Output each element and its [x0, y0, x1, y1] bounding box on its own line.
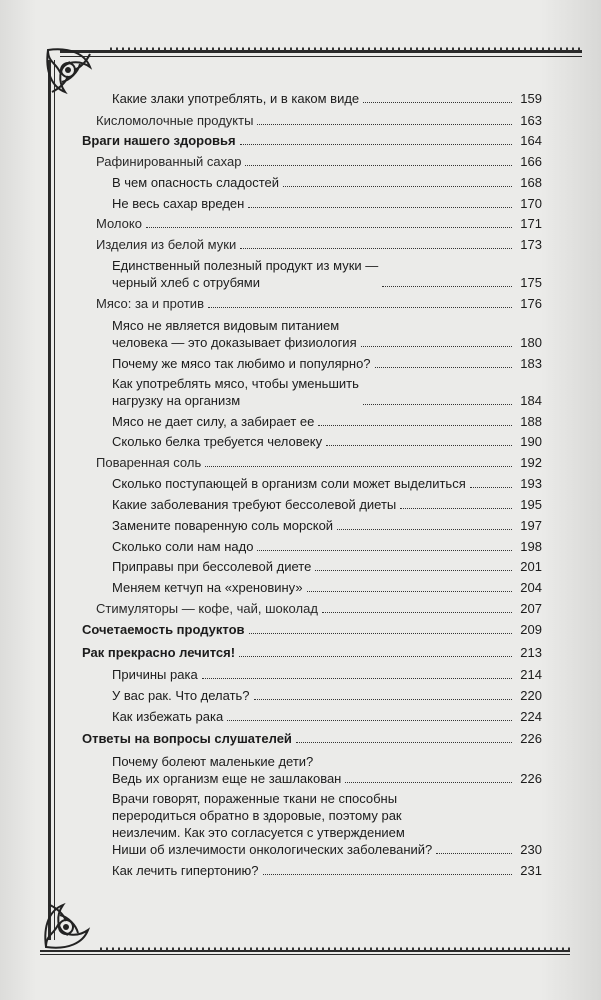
toc-entry-title: Кисломолочные продукты	[96, 113, 254, 128]
toc-page-number: 173	[520, 237, 542, 252]
dot-leader	[240, 144, 512, 145]
dot-leader	[326, 445, 512, 446]
toc-chapter[interactable]	[82, 132, 542, 149]
toc-page-number: 171	[520, 216, 542, 231]
toc-entry-title: Врачи говорят, пораженные ткани не способны переродиться обратно в здоровые, поэтому рак неизлечим. Как это согласуется с утверждением Ниши об излечимости онкологических заболеваний?	[112, 791, 433, 857]
dot-leader	[318, 425, 512, 426]
toc-page-number: 207	[520, 601, 542, 616]
toc-chapter[interactable]	[82, 621, 542, 638]
toc-entry-title: Причины рака	[112, 667, 198, 682]
toc-subsection[interactable]	[82, 558, 542, 575]
toc-subsection[interactable]	[82, 862, 542, 879]
toc-entry-title: Как употреблять мясо, чтобы уменьшить нагрузку на организм	[112, 376, 359, 408]
dot-leader	[208, 307, 512, 308]
toc-subsection[interactable]	[82, 753, 542, 787]
toc-entry-title: Почему же мясо так любимо и популярно?	[112, 356, 371, 371]
toc-entry-title: Замените поваренную соль морской	[112, 518, 334, 533]
toc-entry-title: Не весь сахар вреден	[112, 196, 245, 211]
dot-leader	[337, 529, 512, 530]
table-of-contents	[82, 86, 542, 879]
dot-leader	[400, 508, 512, 509]
toc-entry-title: Поваренная соль	[96, 455, 202, 470]
toc-entry-title: Меняем кетчуп на «хреновину»	[112, 580, 303, 595]
toc-page-number: 190	[520, 434, 542, 449]
dot-leader	[245, 165, 512, 166]
dot-leader	[345, 782, 512, 783]
toc-page-number: 163	[520, 113, 542, 128]
toc-subsection[interactable]	[82, 475, 542, 492]
dot-leader	[202, 678, 512, 679]
toc-subsection[interactable]	[82, 375, 542, 409]
toc-page-number: 220	[520, 688, 542, 703]
dot-leader	[240, 248, 512, 249]
dot-leader	[239, 656, 512, 657]
toc-entry-title: Рафинированный сахар	[96, 154, 242, 169]
toc-subsection[interactable]	[82, 90, 542, 107]
toc-entry-title: Сколько соли нам надо	[112, 539, 254, 554]
toc-page-number: 168	[520, 175, 542, 190]
dot-leader	[363, 404, 512, 405]
dot-leader	[470, 487, 512, 488]
toc-page-number: 195	[520, 497, 542, 512]
toc-subsection[interactable]	[82, 496, 542, 513]
toc-entry-title: Мясо не является видовым питанием человека — это доказывает физиология	[112, 318, 357, 350]
toc-section[interactable]	[82, 215, 542, 232]
toc-entry-title: Рак прекрасно лечится!	[82, 645, 236, 660]
dot-leader	[322, 612, 512, 613]
toc-page-number: 226	[520, 731, 542, 746]
toc-page-number: 201	[520, 559, 542, 574]
dot-leader	[249, 633, 512, 634]
toc-page-number: 197	[520, 518, 542, 533]
toc-section[interactable]	[82, 236, 542, 253]
toc-section[interactable]	[82, 600, 542, 617]
dot-leader	[307, 591, 512, 592]
toc-page-number: 164	[520, 133, 542, 148]
dot-leader	[205, 466, 512, 467]
toc-entry-title: Какие злаки употреблять, и в каком виде	[112, 91, 360, 106]
corner-ornament-bottom-left-icon	[38, 880, 108, 955]
toc-entry-title: Враги нашего здоровья	[82, 133, 236, 148]
toc-entry-title: Как лечить гипертонию?	[112, 863, 259, 878]
dot-leader	[227, 720, 512, 721]
top-dotted-ornament	[110, 46, 580, 52]
toc-subsection[interactable]	[82, 790, 542, 858]
toc-page-number: 214	[520, 667, 542, 682]
toc-page-number: 209	[520, 622, 542, 637]
toc-entry-title: Приправы при бессолевой диете	[112, 559, 312, 574]
toc-subsection[interactable]	[82, 433, 542, 450]
dot-leader	[146, 227, 512, 228]
toc-subsection[interactable]	[82, 355, 542, 372]
frame-bottom-inner-border	[40, 954, 570, 955]
dot-leader	[382, 286, 512, 287]
toc-entry-title: Сколько поступающей в организм соли может выделиться	[112, 476, 466, 491]
toc-chapter[interactable]	[82, 730, 542, 747]
toc-subsection[interactable]	[82, 317, 542, 351]
toc-page-number: 183	[520, 356, 542, 371]
toc-page-number: 192	[520, 455, 542, 470]
toc-page-number: 224	[520, 709, 542, 724]
toc-entry-title: Единственный полезный продукт из муки — черный хлеб с отрубями	[112, 258, 379, 290]
toc-page-number: 175	[520, 275, 542, 290]
toc-section[interactable]	[82, 295, 542, 312]
toc-page-number: 176	[520, 296, 542, 311]
toc-entry-title: Сочетаемость продуктов	[82, 622, 245, 637]
toc-subsection[interactable]	[82, 579, 542, 596]
dot-leader	[296, 742, 512, 743]
toc-entry-title: Какие заболевания требуют бессолевой диеты	[112, 497, 397, 512]
toc-entry-title: Мясо не дает силу, а забирает ее	[112, 414, 315, 429]
dot-leader	[363, 102, 512, 103]
dot-leader	[263, 874, 512, 875]
toc-page-number: 193	[520, 476, 542, 491]
toc-entry-title: Мясо: за и против	[96, 296, 204, 311]
toc-subsection[interactable]	[82, 174, 542, 191]
toc-page-number: 231	[520, 863, 542, 878]
toc-entry-title: Сколько белка требуется человеку	[112, 434, 323, 449]
toc-entry-title: Как избежать рака	[112, 709, 224, 724]
toc-page-number: 166	[520, 154, 542, 169]
toc-subsection[interactable]	[82, 195, 542, 212]
toc-subsection[interactable]	[82, 413, 542, 430]
toc-subsection[interactable]	[82, 687, 542, 704]
toc-page-number: 170	[520, 196, 542, 211]
dot-leader	[257, 550, 512, 551]
bottom-dotted-ornament	[100, 946, 570, 952]
dot-leader	[283, 186, 512, 187]
toc-page-number: 188	[520, 414, 542, 429]
toc-subsection[interactable]	[82, 517, 542, 534]
dot-leader	[375, 367, 512, 368]
toc-page-number: 213	[520, 645, 542, 660]
toc-entry-title: Молоко	[96, 216, 142, 231]
toc-subsection[interactable]	[82, 538, 542, 555]
toc-page-number: 204	[520, 580, 542, 595]
toc-entry-title: Стимуляторы — кофе, чай, шоколад	[96, 601, 318, 616]
toc-entry-title: Изделия из белой муки	[96, 237, 237, 252]
toc-subsection[interactable]	[82, 708, 542, 725]
toc-page-number: 230	[520, 842, 542, 857]
toc-page-number: 198	[520, 539, 542, 554]
frame-left-border	[48, 60, 51, 940]
dot-leader	[248, 207, 512, 208]
dot-leader	[254, 699, 512, 700]
frame-top-inner-border	[60, 56, 582, 57]
toc-entry-title: В чем опасность сладостей	[112, 175, 280, 190]
toc-section[interactable]	[82, 153, 542, 170]
toc-entry-title: Ответы на вопросы слушателей	[82, 731, 292, 746]
toc-subsection[interactable]	[82, 666, 542, 683]
toc-entry-title: У вас рак. Что делать?	[112, 688, 250, 703]
toc-page-number: 159	[520, 91, 542, 106]
toc-page-number: 226	[520, 771, 542, 786]
toc-entry-title: Почему болеют маленькие дети? Ведь их организм еще не зашлакован	[112, 754, 342, 786]
dot-leader	[315, 570, 512, 571]
toc-page-number: 180	[520, 335, 542, 350]
dot-leader	[361, 346, 512, 347]
toc-section[interactable]	[82, 112, 542, 129]
dot-leader	[436, 853, 512, 854]
frame-left-inner-border	[54, 60, 55, 940]
dot-leader	[257, 124, 512, 125]
toc-subsection[interactable]	[82, 257, 542, 291]
toc-page-number: 184	[520, 393, 542, 408]
toc-section[interactable]	[82, 454, 542, 471]
toc-chapter[interactable]	[82, 644, 542, 661]
